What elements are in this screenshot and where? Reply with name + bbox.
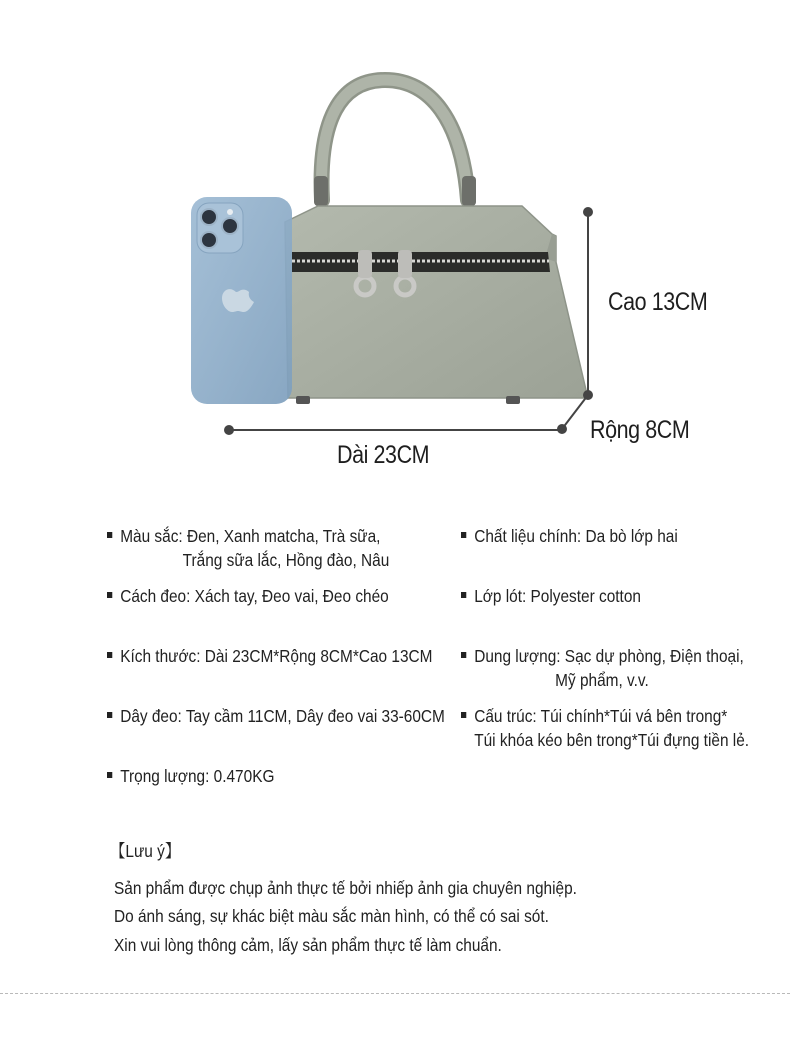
product-illustration [0, 0, 790, 480]
handbag-illustration [285, 206, 586, 404]
bullet-icon [107, 712, 112, 718]
bullet-icon [461, 652, 466, 658]
bag-handle [314, 80, 476, 206]
spec-carry-style: Cách đeo: Xách tay, Đeo vai, Đeo chéo [107, 584, 389, 608]
bullet-icon [107, 772, 112, 778]
bullet-icon [107, 652, 112, 658]
bullet-icon [107, 532, 112, 538]
spec-color: Màu sắc: Đen, Xanh matcha, Trà sữa, Trắng sữa lắc, Hồng đào, Nâu [107, 524, 389, 572]
spec-strap: Dây đeo: Tay cầm 11CM, Dây đeo vai 33-60CM [107, 704, 445, 728]
bullet-icon [461, 532, 466, 538]
spec-material: Chất liệu chính: Da bò lớp hai [461, 524, 678, 548]
dashed-divider [0, 993, 790, 994]
width-dimension-label: Rộng 8CM [590, 416, 690, 444]
spec-capacity: Dung lượng: Sạc dự phòng, Điện thoại, Mỹ phẩm, v.v. [461, 644, 744, 692]
note-heading: 【Lưu ý】 [110, 841, 181, 861]
note-line: Do ánh sáng, sự khác biệt màu sắc màn hình, có thể có sai sót. [114, 906, 549, 926]
note-line: Sản phẩm được chụp ảnh thực tế bởi nhiếp ảnh gia chuyên nghiệp. [114, 878, 577, 898]
note-line: Xin vui lòng thông cảm, lấy sản phẩm thực tế làm chuẩn. [114, 935, 502, 955]
spec-structure: Cấu trúc: Túi chính*Túi vá bên trong* Túi khóa kéo bên trong*Túi đựng tiền lẻ. [461, 704, 749, 752]
length-dimension-label: Dài 23CM [337, 441, 430, 469]
spec-lining: Lớp lót: Polyester cotton [461, 584, 641, 608]
height-dimension-label: Cao 13CM [608, 288, 708, 316]
spec-weight: Trọng lượng: 0.470KG [107, 764, 274, 788]
spec-size: Kích thước: Dài 23CM*Rộng 8CM*Cao 13CM [107, 644, 432, 668]
bullet-icon [461, 712, 466, 718]
bullet-icon [461, 592, 466, 598]
bullet-icon [107, 592, 112, 598]
phone-illustration [191, 197, 292, 404]
